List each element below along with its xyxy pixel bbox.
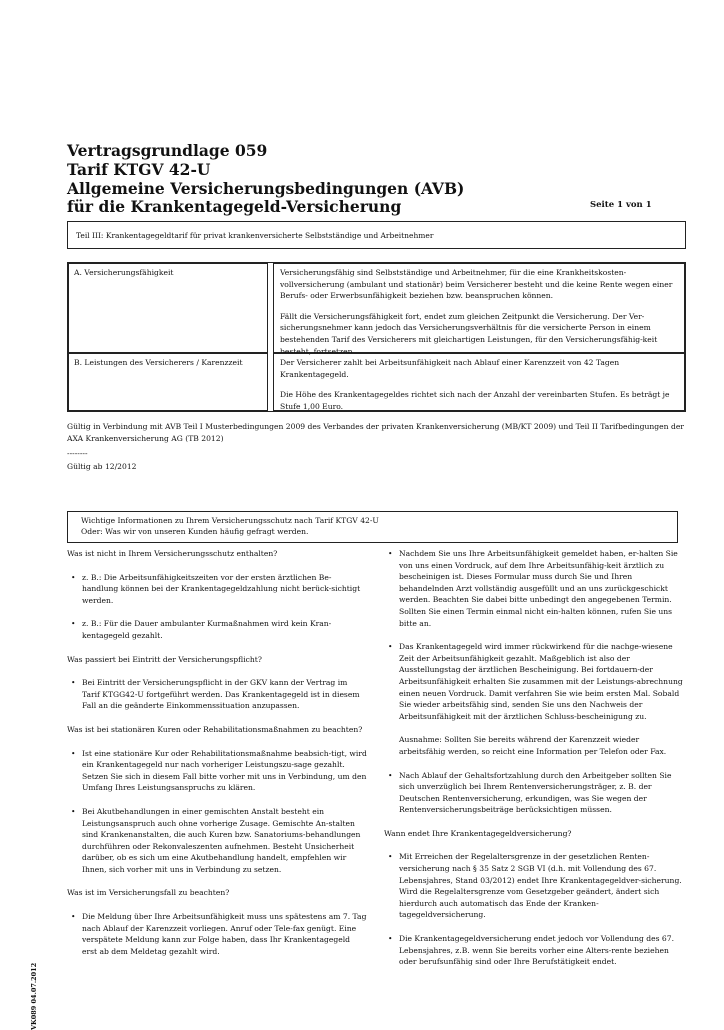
info-line-1: Wichtige Informationen zu Ihrem Versicherungsschutz nach Tarif KTGV 42-U — [81, 516, 379, 525]
page-number: Seite 1 von 1 — [590, 200, 652, 210]
bullet-item: • Bei Akutbehandlungen in einer gemischten Anstalt besteht ein Leistungsanspruch auch ohne vorherige Zusage. Gemischte An-stalten sind Krankenanstalten, die auch Kuren bzw. Sanatoriums-behandlungen durchführen oder Rekonvaleszenten aufnehmen. Besteht Unsicherheit darüber, ob es sich um eine Akutbehandlung handelt, empfehlen wir Ihnen, sich vorher mit uns in Verbindung zu setzen. — [67, 806, 367, 876]
row2-content — [273, 353, 685, 411]
validity-text: Gültig in Verbindung mit AVB Teil I Musterbedingungen 2009 des Verbandes der privaten Krankenversicherung (MB/KT 2009) und Teil II Tarifbedingungen der AXA Krankenversicherung AG (TB 2012) — [67, 422, 684, 443]
teil-box: Teil III: Krankentagegeldtarif für privat krankenversicherte Selbstständige und Arbeitnehmer — [67, 221, 686, 249]
separator-dashes: -------- — [67, 449, 88, 458]
bullet-item: • Nach Ablauf der Gehaltsfortzahlung durch den Arbeitgeber sollten Sie sich unverzüglich bei Ihrem Rentenversicherungsträger, z. B. der Deutschen Rentenversicherung, erkundigen, was Sie wegen der Rentenversicherungsbeiträge berücksichtigen müssen. — [384, 770, 684, 816]
bullet-item: • Das Krankentagegeld wird immer rückwirkend für die nachge-wiesene Zeit der Arbeitsunfähigkeit gezahlt. Maßgeblich ist also der Ausstellungstag der ärztlichen Bescheinigung. Bei fortdauern-der Arbeitsunfähigkeit erhalten Sie zusammen mit der Leistungs-abrechnung einen neuen Vordruck. Damit verfahren Sie wie beim ersten Mal. Sobald Sie wieder arbeitsfähig sind, senden Sie uns den Nachweis der Arbeitsunfähigkeit mit der ärztlichen Schluss-bescheinigung zu. — [384, 641, 684, 722]
valid-from: Gültig ab 12/2012 — [67, 462, 137, 471]
bullet-item: • Die Meldung über Ihre Arbeitsunfähigkeit muss uns spätestens am 7. Tag nach Ablauf der Karenzzeit vorliegen. Anruf oder Tele-fax genügt. Eine verspätete Meldung kann zur Folge haben, dass Ihr Krankentagegeld erst ab dem Meldetag gezahlt wird. — [67, 911, 367, 957]
doc-title-line-1: Vertragsgrundlage 059 — [67, 141, 268, 160]
bullet-item: • z. B.: Die Arbeitsunfähigkeitszeiten vor der ersten ärztlichen Be-handlung können bei der Krankentagegeldzahlung nicht berück-sichtigt werden. — [67, 572, 367, 607]
bullet-item: • Mit Erreichen der Regelaltersgrenze in der gesetzlichen Renten-versicherung nach § 35 Satz 2 SGB VI (d.h. mit Vollendung des 67. Lebensjahres, Stand 03/2012) endet Ihre Krankentagegeldver-sicherung. Wird die Regelaltersgrenze vom Gesetzgeber geändert, ändert sich hierdurch auch automatisch das Ende der Kranken-tagegeldversicherung. — [384, 851, 684, 921]
faq-right-column — [384, 548, 684, 980]
question-not-covered: Was ist nicht in Ihrem Versicherungsschutz enthalten? — [67, 549, 278, 558]
question-insurance-obligation: Was passiert bei Eintritt der Versicherungspflicht? — [67, 654, 262, 664]
doc-title-line-2: Tarif KTGV 42-U — [67, 160, 211, 179]
bullet-item: • Bei Eintritt der Versicherungspflicht in der GKV kann der Vertrag im Tarif KTGG42-U fortgeführt werden. Das Krankentagegeld ist in diesem Fall an die geänderte Einkommenssituation anzupassen. — [67, 677, 367, 712]
bullet-item: • Nachdem Sie uns Ihre Arbeitsunfähigkeit gemeldet haben, er-halten Sie von uns einen Vordruck, auf dem Ihre Arbeitsunfähig-keit ärztlich zu bescheinigen ist. Dieses Formular muss durch Sie und Ihren behandelnden Arzt vollständig ausgefüllt und an uns zurückgeschickt werden. Beachten Sie dabei bitte unbedingt den angegebenen Termin. Sollten Sie einen Termin einmal nicht ein-halten können, rufen Sie uns bitte an. — [384, 548, 684, 629]
faq-left-column — [67, 548, 367, 969]
bullet-item: • Ist eine stationäre Kur oder Rehabilitationsmaßnahme beabsich-tigt, wird ein Krankentagegeld nur nach vorheriger Leistungszu-sage gezahlt. Setzen Sie sich in diesem Fall bitte vorher mit uns in Verbindung, um den Umfang Ihres Leistungsanspruchs zu klären. — [67, 748, 367, 794]
bullet-item: • Die Krankentagegeldversicherung endet jedoch vor Vollendung des 67. Lebensjahres, z.B. wenn Sie bereits vorher eine Alters-rente beziehen oder berufsunfähig sind oder Ihre Berufstätigkeit endet. — [384, 933, 684, 968]
doc-title-line-4: für die Krankentagegeld-Versicherung — [67, 197, 402, 216]
row2-label: B. Leistungen des Versicherers / Karenzzeit — [68, 353, 268, 411]
question-cures-rehab: Was ist bei stationären Kuren oder Rehabilitationsmaßnahmen zu beachten? — [67, 724, 363, 734]
info-box — [67, 511, 678, 543]
row1-paragraph-2: Fällt die Versicherungsfähigkeit fort, endet zum gleichen Zeitpunkt die Versicherung. Der Ver-sicherungsnehmer kann jedoch das Versicherungsverhältnis für die versicherte Person in einem bestehenden Tarif des Versicherers mit gleichartigen Leistungen, für den Versicherungsfähig-keit besteht, fortsetzen. — [280, 311, 658, 356]
info-line-2: Oder: Was wir von unseren Kunden häufig gefragt werden. — [81, 527, 309, 536]
question-end-of-insurance: Wann endet Ihre Krankentagegeldversicherung? — [384, 828, 572, 838]
row2-paragraph-2: Die Höhe des Krankentagegeldes richtet sich nach der Anzahl der vereinbarten Stufen. Es beträgt je Stufe 1,00 Euro. — [280, 390, 670, 411]
row2-paragraph-1: Der Versicherer zahlt bei Arbeitsunfähigkeit nach Ablauf einer Karenzzeit von 42 Tagen Krankentagegeld. — [280, 358, 620, 379]
row1-label: A. Versicherungsfähigkeit — [68, 263, 268, 353]
row1-paragraph-1: Versicherungsfähig sind Selbstständige und Arbeitnehmer, für die eine Krankheitskosten-vollversicherung (ambulant und stationär) beim Versicherer besteht und die keine Rente wegen einer Berufs- oder Erwerbsunfähigkeit beziehen bzw. beanspruchen können. — [280, 268, 673, 301]
row1-content — [273, 263, 685, 356]
conditions-table — [67, 262, 686, 412]
doc-title-line-3: Allgemeine Versicherungsbedingungen (AVB) — [67, 179, 465, 198]
exception-note: Ausnahme: Sollten Sie bereits während der Karenzzeit wieder arbeitsfähig werden, so reicht eine Information per Telefon oder Fax. — [399, 735, 667, 756]
question-insured-event: Was ist im Versicherungsfall zu beachten? — [67, 888, 230, 898]
bullet-item: • z. B.: Für die Dauer ambulanter Kurmaßnahmen wird kein Kran-kentagegeld gezahlt. — [67, 618, 367, 641]
form-code-footer: VK089 04.07.2012 — [30, 962, 38, 1030]
